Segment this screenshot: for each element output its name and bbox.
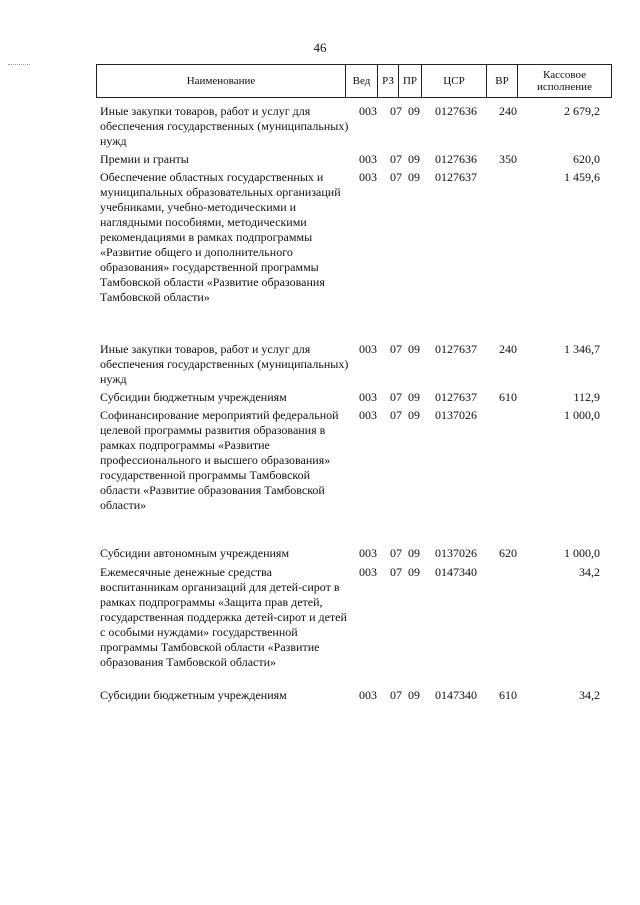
row-sum: 1 346,7 (564, 342, 600, 356)
row-vr: 620 (499, 546, 517, 560)
header-sum: Кассовое исполнение (517, 65, 611, 97)
row-rz: 07 (390, 688, 402, 702)
row-rz: 07 (390, 546, 402, 560)
margin-mark (8, 64, 30, 66)
row-sum: 34,2 (579, 565, 600, 579)
row-ved: 003 (359, 342, 377, 356)
row-csr: 0127637 (435, 390, 477, 404)
row-sum: 2 679,2 (564, 104, 600, 118)
row-pr: 09 (408, 390, 420, 404)
row-name: Иные закупки товаров, работ и услуг для обеспечения государственных (муниципальных) нужд (100, 342, 349, 386)
row-name: Субсидии бюджетным учреждениям (100, 688, 287, 702)
header-rz: РЗ (377, 65, 398, 97)
row-pr: 09 (408, 565, 420, 579)
row-csr: 0147340 (435, 688, 477, 702)
row-vr: 350 (499, 152, 517, 166)
row-vr: 610 (499, 688, 517, 702)
row-ved: 003 (359, 104, 377, 118)
row-csr: 0147340 (435, 565, 477, 579)
row-sum: 112,9 (573, 390, 600, 404)
header-csr: ЦСР (421, 65, 486, 97)
row-rz: 07 (390, 170, 402, 184)
header-ved: Вед (345, 65, 377, 97)
row-csr: 0137026 (435, 408, 477, 422)
row-sum: 620,0 (573, 152, 600, 166)
row-name: Субсидии бюджетным учреждениям (100, 390, 287, 404)
row-csr: 0127636 (435, 104, 477, 118)
table-header (96, 64, 612, 98)
row-sum: 1 000,0 (564, 546, 600, 560)
row-name: Субсидии автономным учреждениям (100, 546, 290, 560)
row-pr: 09 (408, 408, 420, 422)
row-name: Обеспечение областных государственных и муниципальных образовательных организаций учебниками, учебно-методическими и наглядными пособиями, методическими рекомендациями в рамках подпрограммы «Развитие общего и дополнительного образования» государственной программы Тамбовской области «Развитие образования Тамбовской области» (100, 170, 341, 304)
row-name: Иные закупки товаров, работ и услуг для обеспечения государственных (муниципальных) нужд (100, 104, 349, 148)
row-rz: 07 (390, 342, 402, 356)
row-pr: 09 (408, 152, 420, 166)
row-pr: 09 (408, 104, 420, 118)
row-name: Софинансирование мероприятий федеральной целевой программы развития образования в рамках подпрограммы «Развитие профессионального и высшего образования» государственной программы Тамбовской области «Развитие образования Тамбовской области» (100, 408, 339, 512)
row-pr: 09 (408, 546, 420, 560)
row-vr: 240 (499, 342, 517, 356)
header-name: Наименование (186, 75, 256, 87)
row-sum: 1 000,0 (564, 408, 600, 422)
row-rz: 07 (390, 565, 402, 579)
row-vr: 240 (499, 104, 517, 118)
header-pr: ПР (398, 65, 421, 97)
row-ved: 003 (359, 546, 377, 560)
row-sum: 1 459,6 (564, 170, 600, 184)
row-rz: 07 (390, 390, 402, 404)
header-vr: ВР (486, 65, 517, 97)
row-csr: 0127637 (435, 170, 477, 184)
row-name: Премии и гранты (100, 152, 189, 166)
row-csr: 0127637 (435, 342, 477, 356)
row-ved: 003 (359, 408, 377, 422)
row-ved: 003 (359, 170, 377, 184)
row-name: Ежемесячные денежные средства воспитанникам организаций для детей-сирот в рамках подпрограммы «Защита прав детей, государственная поддержка детей-сирот и детей с особыми нуждами» государственной программы Тамбовской области «Развитие образования Тамбовской области» (100, 565, 347, 669)
row-ved: 003 (359, 688, 377, 702)
page-number: 46 (313, 40, 327, 55)
row-ved: 003 (359, 390, 377, 404)
row-csr: 0137026 (435, 546, 477, 560)
row-ved: 003 (359, 152, 377, 166)
row-ved: 003 (359, 565, 377, 579)
row-pr: 09 (408, 688, 420, 702)
row-vr: 610 (499, 390, 517, 404)
row-pr: 09 (408, 342, 420, 356)
row-rz: 07 (390, 152, 402, 166)
row-rz: 07 (390, 408, 402, 422)
row-pr: 09 (408, 170, 420, 184)
row-rz: 07 (390, 104, 402, 118)
row-csr: 0127636 (435, 152, 477, 166)
row-sum: 34,2 (579, 688, 600, 702)
